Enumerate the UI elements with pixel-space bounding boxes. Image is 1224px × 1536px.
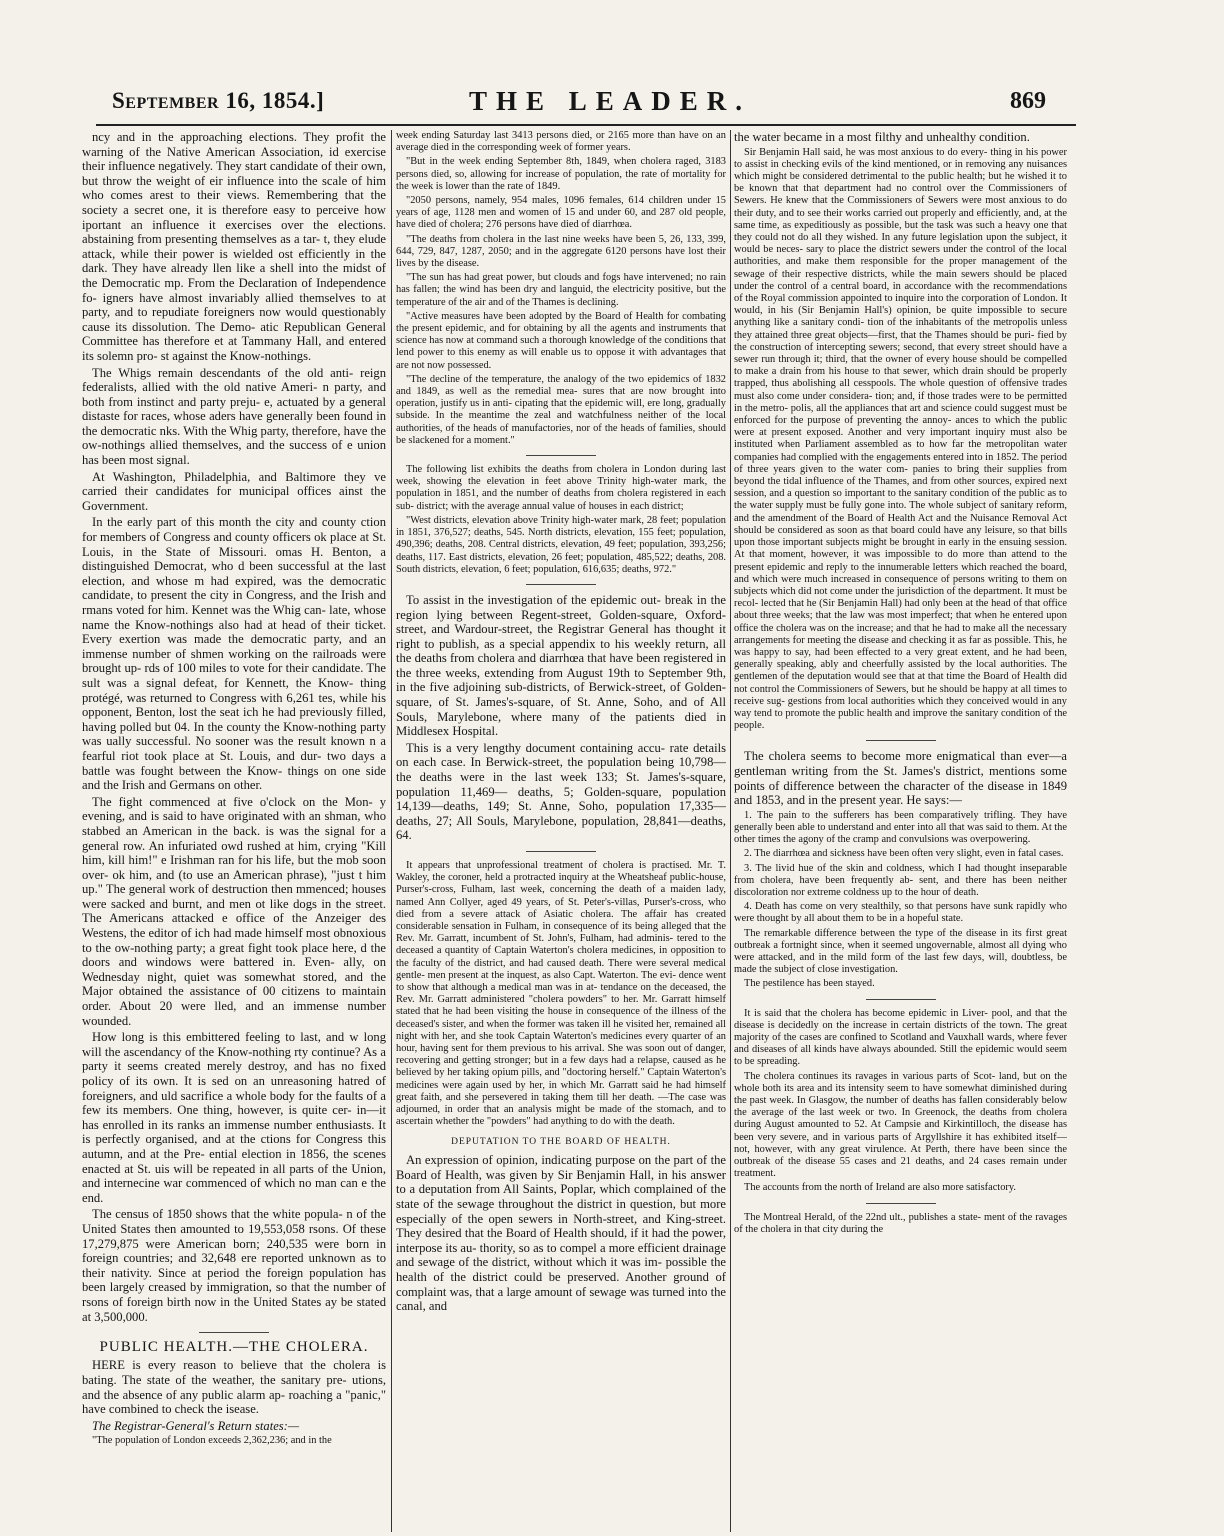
quote-paragraph: 3. The livid hue of the skin and coldness, which I had thought inseparable from cholera, have been frequently ab- sent, and there has been neither discoloration nor extreme coldness up to the hour of death.	[734, 862, 1067, 898]
quote-paragraph: "Active measures have been adopted by the Board of Health for combating the present epidemic, and for obtaining by all the agents and instruments that science has now at command such a thorough knowledge of the conditions that lend power to this enemy as will enable us to oppose it with advantages that are not now possessed.	[396, 310, 726, 371]
section-divider	[526, 455, 596, 456]
quote-paragraph: "The population of London exceeds 2,362,236; and in the	[92, 1435, 332, 1447]
quote-paragraph: "But in the week ending September 8th, 1849, when cholera raged, 3183 persons died, so, allowing for increase of population, the rate of mortality for the week is lower than the rate of 1849.	[396, 156, 726, 192]
paragraph: At Washington, Philadelphia, and Baltimore they ve carried their candidates for municipal offices ainst the Government.	[82, 469, 386, 513]
paragraph: the water became in a most filthy and unhealthy condition.	[734, 130, 1030, 144]
quote-paragraph: The pestilence has been stayed.	[744, 978, 875, 990]
section-divider	[866, 999, 936, 1000]
page-number: 869	[1010, 88, 1046, 114]
paragraph: The census of 1850 shows that the white popula- n of the United States then amounted to 19,553,058 rsons. Of these 17,279,875 were American born; 240,535 were born in foreign countries; and 32,648 ere reported unknown as to their nativity. Since at period the foreign population has been largely creased by immigration, so that the number of rsons of foreign birth now in the United States ay be stated at 3,500,000.	[82, 1207, 386, 1324]
quote-paragraph: The following list exhibits the deaths from cholera in London during last week, showing the elevation in feet above Trinity high-water mark, the population in 1851, and the number of deaths from cholera registered in each sub- district; with the average annual value of houses in each district;	[396, 464, 726, 512]
section-divider	[526, 584, 596, 585]
quote-paragraph: 4. Death has come on very stealthily, so that persons have sunk rapidly who were thought by all about them to be in a hopeful state.	[734, 901, 1067, 925]
masthead	[0, 84, 1224, 120]
paragraph: An expression of opinion, indicating purpose on the part of the Board of Health, was given by Sir Benjamin Hall, in his answer to a deputation from All Saints, Poplar, which complained of the state of the sewage throughout the district in question, but more especially of the open sewers in North-street, and King-street. They desired that the Board of Health should, if it had the power, interpose its au- thority, so as to compel a more efficient drainage and sewage of the district, without which it was im- possible the health of the district could be preserved. Another ground of complaint was, that a large amount of sewage was turned into the canal, and	[396, 1153, 726, 1314]
section-divider	[866, 740, 936, 741]
quote-paragraph: The accounts from the north of Ireland are also more satisfactory.	[744, 1182, 1016, 1194]
paragraph: HERE is every reason to believe that the cholera is bating. The state of the weather, the sanitary pre- utions, and the absence of any public alarm ap- roaching a "panic," have combined to check the isease.	[82, 1358, 386, 1417]
column-2	[396, 130, 726, 1530]
paragraph: To assist in the investigation of the epidemic out- break in the region lying between Regent-street, Golden-square, Oxford-street, and Wardour-street, the Registrar General has thought it right to publish, as a special appendix to his weekly return, all the deaths from cholera and diarrhœa that have been registered in the three weeks, extending from August 19th to September 9th, in the five adjoining sub-districts, of Berwick-street, of Golden-square, of St. James's-square, of St. Anne, Soho, and of All Souls, Marylebone, where many of the patients died in Middlesex Hospital.	[396, 592, 726, 739]
paragraph: The Whigs remain descendants of the old anti- reign federalists, allied with the old native Ameri- n party, and both from instinct and party preju- e, actuated by a general distaste for races, whose aders have generally been found in the democratic nks. With the Whig party, therefore, have the ow-nothings allied themselves, and the success of e union has been most signal.	[82, 365, 386, 468]
quote-paragraph: It is said that the cholera has become epidemic in Liver- pool, and that the disease is decidedly on the increase in certain districts of the town. The great majority of the cases are confined to Scotland and Vauxhall wards, where fever and diseases of all kinds have always abounded. Still the epidemic would seem to be spreading.	[734, 1007, 1067, 1068]
paragraph: The cholera seems to become more enigmatical than ever—a gentleman writing from the St. James's district, mentions some points of difference between the character of the disease in 1849 and 1853, and in the present year. He says:—	[734, 749, 1067, 808]
quote-paragraph: The remarkable difference between the type of the disease in its first great outbreak a fortnight since, when it seemed ungovernable, almost all dying who were attacked, and in the mild form of the last few days, will, doubtless, be made the subject of close investigation.	[734, 927, 1067, 976]
issue-date: September 16, 1854.]	[112, 88, 325, 113]
quote-paragraph: Sir Benjamin Hall said, he was most anxious to do every- thing in his power to assist in checking evils of the kind mentioned, or in removing any nuisances which might be considered detrimental to the public health; but he wished it to be known that that department had no control over the Commissioners of Sewers. He knew that the Commissioners of Sewers were most anxious to do their duty, and to see their works carried out properly and efficiently, and, at the same time, as expeditiously as possible, but the task was such a heavy one that they could not do all they wished. In any future legislation upon the subject, it would be neces- sary to place the district sewers under the control of the local authorities, and make them responsible for the proper management of the sewage of their respective districts, while the main sewers should be placed under the control of a central board, in accordance with the recommendations of the Royal commission appointed to inquire into the corporation of London. It would, in his (Sir Benjamin Hall's) opinion, be quite impossible to secure anything like a sanitary condi- tion of the inhabitants of the metropolis unless they attained three great objects—first, that the Thames should be puri- fied by the construction of intercepting sewers; second, that every street should have a sewer run through it; third, that the owner of every house should be compelled to make a drain from his house to that sewer, which drain should be properly trapped, thus abolishing all cesspools. The whole question of offensive trades must also come under considera- tion; and, if those trades were to be permitted in the metro- polis, all the appliances that art and science could suggest must be enforced for the purpose of preventing the annoy- ances to which the public were at present exposed. Another and very important inquiry must also be instituted when Parliament assembled as to how far the metropolitan water companies had complied with the engagements entered into in 1852. The period of three years given to the water com- panies to bring their supplies from beyond the tidal influence of the Thames, and from other sources, expired next session, and a question so important to the sanitary condition of the public as to the water supply must be fully gone into. The whole subject of sanitary reform, and the amendment of the Board of Health Act and the Nuisance Removal Act should be considered as soon as that board could have any leisure, so that bills upon those important subjects might be brought in early in the ensuing session. At that moment, however, it was impossible to do more than attend to the present epidemic and reply to the innumerable letters which reached the board, and which were much increased in consequence of persons writing to them on subjects which did not come under the jurisdiction of the department. It must be recol- lected that he (Sir Benjamin Hall) had only been at the head of that office about three weeks; that the law was most imperfect; that when he entered upon office the cholera was on the increase; and that he had to make all the necessary arrangements for meeting the disease and checking it as far as possible. This, he was happy to say, had been effected to a very great extent, and he had been, generally speaking, ably and cheerfully assisted by the local authorities. The gentlemen of the deputation would see that at that time the Board of Health did not control the Commissioners of Sewers, but he should be happy at all times to receive sug- gestions from local authorities which they conceived would in any way tend to promote the public health and improve the sanitary condition of the people.	[734, 146, 1067, 732]
quote-paragraph: The cholera continues its ravages in various parts of Scot- land, but on the whole both its area and its intensity seem to have somewhat diminished during the past week. In Glasgow, the number of deaths has fallen considerably below the average of the last week or two. In Greenock, the deaths from cholera during August amounted to 52. At Campsie and Kirkintilloch, the disease has been very severe, and in various parts of Argyllshire it has exhibited itself— not, however, with any great virulence. At Perth, there have been since the outbreak of the disease 55 cases and 21 deaths, and 24 cases remain under treatment.	[734, 1070, 1067, 1180]
quote-paragraph: "The sun has had great power, but clouds and fogs have intervened; no rain has fallen; the wind has been dry and languid, the electricity positive, but the temperature of the air and of the Thames is declining.	[396, 272, 726, 308]
newspaper-title: THE LEADER.	[468, 86, 752, 116]
section-heading-public-health: PUBLIC HEALTH.—THE CHOLERA.	[99, 1339, 369, 1356]
masthead-rule	[96, 124, 1076, 126]
quote-paragraph: It appears that unprofessional treatment of cholera is practised. Mr. T. Wakley, the coroner, held a protracted inquiry at the Wheatsheaf public-house, Purser's-cross, Fulham, last week, concerning the death of a maiden lady, named Ann Collyer, aged 49 years, of St. Peter's-villas, Purser's-cross, who died from a severe attack of Asiatic cholera. The affair has created considerable sensation in Fulham, in consequence of its being alleged that the Rev. Mr. Garratt, incumbent of St. John's, Fulham, had adminis- tered to the deceased a quantity of Captain Waterton's cholera medicines, in opposition to the faculty of the district, and had caused death. There were several medical gentle- men present at the inquest, as also Capt. Waterton. The evi- dence went to show that although a medical man was in at- tendance on the deceased, the Rev. Mr. Garratt administered "cholera powders" to her. Mr. Garratt himself stated that he had been visiting the house in consequence of the illness of the deceased's sister, and when the former was taken ill he visited her, remained all night with her, and she took Captain Waterton's medicines every quarter of an hour, having sent for them previous to his arrival. She was soon out of danger, recovering and getting stronger; but in a few days had a relapse, caused as he believed by her taking opium pills, and "doctoring herself." Captain Waterton's medicines were again used by her, in which Mr. Garratt said he had himself great faith, and she persevered in taking them till her death. —The case was adjourned, in order that an analysis might be made of the stomach, and to ascertain whether the "powders" had anything to do with the death.	[396, 860, 726, 1128]
column-rule-1	[391, 130, 392, 1532]
paragraph: How long is this embittered feeling to last, and w long will the ascendancy of the Know-nothing rty continue? As a party it seems created merely destroy, and has no fixed policy of its own. It is sed on an unreasoning hatred of foreigners, and uld sacrifice a whole body for the faults of a few its members. One thing, however, is quite cer- in—it has enrolled in its ranks an immense number enthusiasts. It is perfectly organised, and at the ctions for Congress this autumn, and at the Pre- ential election in 1856, the scenes enacted at St. uis will be repeated in all parts of the Union, and internecine war commenced of which no man can e the end.	[82, 1030, 386, 1205]
paragraph: ncy and in the approaching elections. They profit the warning of the Native American Association, id exercise their influence negatively. They start candidate of their own, but throw the weight of eir influence into the scale of him who comes arest to their views. Remembering that the society a secret one, it is therefore easy to perceive how iportant an influence it exercises over the elections. abstaining from presenting themselves as a tar- t, they elude attack, while their power is wielded ost efficiently in the dark. They have already llen like a shell into the midst of the Democratic mp. From the Declaration of Independence fo- igners have almost invariably allied themselves to at party, and to repudiate foreigners now would questionably cause its dissolution. The Demo- atic Republican General Committee has therefore et at Tammany Hall, and entered its solemn pro- st against the Know-nothings.	[82, 130, 386, 363]
section-heading-deputation: DEPUTATION TO THE BOARD OF HEALTH.	[451, 1137, 671, 1148]
quote-paragraph: The Montreal Herald, of the 22nd ult., publishes a state- ment of the ravages of the cholera in that city during the	[734, 1211, 1067, 1235]
quote-paragraph: "The decline of the temperature, the analogy of the two epidemics of 1832 and 1849, as well as the remedial mea- sures that are now brought into operation, justify us in anti- cipating that the epidemic will, ere long, gradually subside. In the meantime the zeal and watchfulness neither of the local authorities, of the heads of manufactories, nor of the heads of families, should be slackened for a moment."	[396, 373, 726, 446]
quote-paragraph: 2. The diarrhœa and sickness have been often very slight, even in fatal cases.	[744, 848, 1064, 860]
quote-paragraph: 1. The pain to the sufferers has been comparatively trifling. They have generally been able to understand and enter into all that was said to them. At the other times the agony of the cramp and convulsions was overpowering.	[734, 809, 1067, 846]
quote-paragraph: week ending Saturday last 3413 persons died, or 2165 more than have on an average died in the corresponding week of former years.	[396, 130, 726, 154]
section-divider	[866, 1203, 936, 1204]
quote-paragraph: "2050 persons, namely, 954 males, 1096 females, 614 children under 15 years of age, 1128 men and women of 15 and under 60, and 287 old people, have died of cholera; 276 persons have died of diarrhœa.	[396, 195, 726, 231]
quote-paragraph: "The deaths from cholera in the last nine weeks have been 5, 26, 133, 399, 644, 729, 847, 1287, 2050; and in the aggregate 6120 persons have lost their lives by the disease.	[396, 233, 726, 270]
section-divider	[526, 851, 596, 852]
column-3	[734, 130, 1067, 1530]
column-rule-2	[730, 130, 731, 1532]
section-divider	[199, 1332, 269, 1333]
paragraph: In the early part of this month the city and county ction for members of Congress and county officers ok place at St. Louis, in the State of Missouri. omas H. Benton, a distinguished Democrat, who d been successful at the last election, and whose m had expired, was the democratic candidate, to present the city in Congress, and the Irish and rmans voted for him. Kennet was the Whig can- late, whose name the Know-nothings also had at head of their ticket. Every exertion was made the democratic party, and an immense number of shmen working on the railroads were brought up- rds of 100 miles to vote for their candidate. The sult was a signal defeat, for Kennett, the Know- thing protégé, was returned to Congress with 6,261 tes, while his opponent, Benton, lost the seat ich he had previously filled, having polled but 04. In the county the Know-nothing party was ually successful. No sooner was the result known n a fearful riot took place at St. Louis, and dur- two days a battle was fought between the Know- things on one side and the Irish and Germans on other.	[82, 515, 386, 793]
column-1	[82, 130, 386, 1530]
paragraph: This is a very lengthy document containing accu- rate details on each case. In Berwick-street, the population being 10,798—the deaths were in the last week 133; St. James's-square, population 11,469— deaths, 5; Golden-square, population 14,139—deaths, 149; St. Anne, Soho, population 17,335—deaths, 27; All Souls, Marylebone, population, 28,841—deaths, 64.	[396, 740, 726, 843]
quote-paragraph: "West districts, elevation above Trinity high-water mark, 28 feet; population in 1851, 376,527; deaths, 545. North districts, elevation, 155 feet; population, 490,396; deaths, 208. Central districts, elevation, 49 feet; population, 393,256; deaths, 117. East districts, elevation, 26 feet; population, 485,522; deaths, 208. South districts, elevation, 6 feet; population, 616,635; deaths, 972."	[396, 514, 726, 575]
paragraph: The Registrar-General's Return states:—	[92, 1418, 300, 1433]
paragraph: The fight commenced at five o'clock on the Mon- y evening, and is said to have originated with an shman, who stabbed an American in the back. is was the signal for a general row. An infuriated owd rushed at him, crying "Kill him, kill him!" e Irishman ran for his life, but the mob soon over- ok him, and (to use an American phrase), "just t him up." The general work of destruction then mmenced; houses were sacked and burnt, and men ot like dogs in the street. The Americans attacked e office of the Anzeiger des Westens, the editor of ich had made himself most obnoxious to the ow-nothing party; a great fight took place here, d the doors and windows were battered in. Even- ally, on Wednesday night, quiet was somewhat stored, and the Major obtained the assistance of 00 citizens to maintain order. About 20 were lled, and an immense number wounded.	[82, 794, 386, 1028]
